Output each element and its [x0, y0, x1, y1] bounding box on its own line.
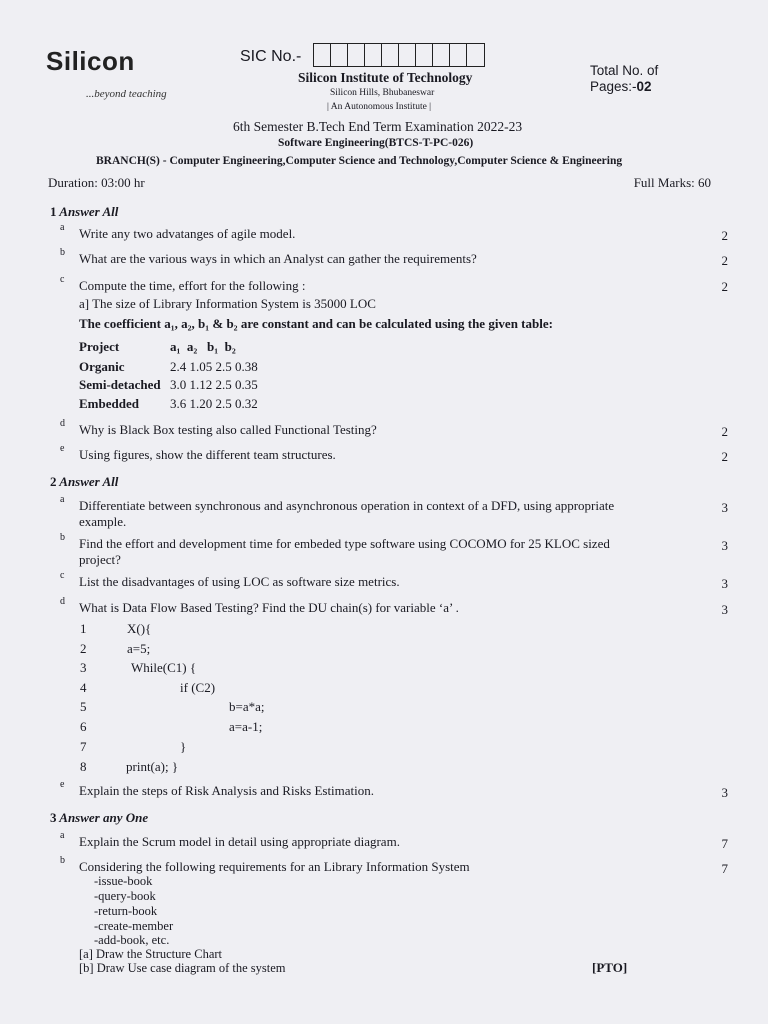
logo-tagline: ...beyond teaching	[86, 88, 167, 100]
question-label: a	[60, 494, 65, 505]
requirement-item: -return-book	[94, 904, 158, 918]
question-text: Explain the steps of Risk Analysis and Risks Estimation.	[79, 783, 375, 798]
total-pages-prefix: Pages:-	[590, 79, 637, 94]
section-number: 3	[50, 810, 57, 825]
question-text: What is Data Flow Based Testing? Find the DU chain(s) for variable ‘a’ .	[79, 600, 459, 615]
total-pages-value: 02	[636, 79, 652, 94]
question-text: List the disadvantages of using LOC as software size metrics.	[79, 574, 400, 589]
question-text: Compute the time, effort for the following :	[79, 278, 306, 293]
requirement-item: -query-book	[94, 889, 156, 903]
question-text: Explain the Scrum model in detail using appropriate diagram.	[79, 834, 400, 849]
code-line-number: 5	[80, 699, 87, 714]
table-header-project: Project	[79, 339, 120, 354]
question-label: c	[60, 570, 65, 581]
sic-number-label: SIC No.-	[240, 48, 302, 65]
section-2-heading	[50, 474, 118, 490]
sic-number-boxes	[313, 43, 485, 67]
sic-digit-box	[348, 44, 365, 66]
question-label: d	[60, 418, 65, 429]
institute-address: Silicon Hills, Bhubaneswar	[330, 88, 435, 98]
branch-list: BRANCH(S) - Computer Engineering,Computer Science and Technology,Computer Science & Engineering	[96, 155, 623, 167]
requirement-item: -issue-book	[94, 874, 153, 888]
question-marks: 3	[721, 576, 728, 591]
question-label: b	[60, 532, 65, 543]
code-line-text: a=5;	[127, 641, 151, 656]
question-text: Considering the following requirements for an Library Information System	[79, 859, 470, 874]
question-marks: 3	[721, 538, 728, 553]
code-line-number: 8	[80, 759, 87, 774]
question-text: Write any two advatanges of agile model.	[79, 226, 296, 241]
duration: Duration: 03:00 hr	[48, 175, 145, 190]
question-marks: 2	[721, 449, 728, 464]
question-text: What are the various ways in which an Analyst can gather the requirements?	[79, 251, 477, 266]
sic-digit-box	[450, 44, 467, 66]
code-line-number: 3	[80, 660, 87, 675]
question-label: b	[60, 247, 65, 258]
sic-digit-box	[399, 44, 416, 66]
table-row-values: 2.4 1.05 2.5 0.38	[170, 359, 258, 374]
code-line-number: 6	[80, 719, 87, 734]
code-line-text: a=a-1;	[229, 719, 263, 734]
total-pages-label: Total No. of	[590, 63, 659, 78]
section-3-heading	[50, 810, 148, 826]
sic-digit-box	[365, 44, 382, 66]
sic-digit-box	[416, 44, 433, 66]
question-text-line: project?	[79, 552, 121, 567]
question-label: d	[60, 596, 65, 607]
section-instruction: Answer All	[59, 204, 119, 219]
subject-title: Software Engineering(BTCS-T-PC-026)	[278, 137, 474, 149]
question-marks: 3	[721, 500, 728, 515]
question-text: Find the effort and development time for embeded type software using COCOMO for 25 KLOC sized	[79, 536, 610, 551]
requirement-item: -add-book, etc.	[94, 933, 170, 947]
code-line-text: b=a*a;	[229, 699, 265, 714]
code-line-text: if (C2)	[180, 680, 216, 695]
sic-digit-box	[331, 44, 348, 66]
requirement-item: -create-member	[94, 919, 174, 933]
code-line-number: 1	[80, 621, 87, 636]
sic-digit-box	[382, 44, 399, 66]
table-row-name: Organic	[79, 359, 125, 374]
code-line-number: 4	[80, 680, 87, 695]
question-text: Differentiate between synchronous and asynchronous operation in context of a DFD, using appropriate	[79, 498, 615, 513]
question-text-line: The coefficient a₁, a₂, b₁ & b₂ are constant and can be calculated using the given table:	[79, 316, 553, 331]
question-marks: 2	[721, 424, 728, 439]
exam-title: 6th Semester B.Tech End Term Examination 2022-23	[233, 119, 523, 134]
question-marks: 7	[721, 836, 728, 851]
code-line-text: While(C1) {	[131, 660, 197, 675]
sic-digit-box	[467, 44, 484, 66]
code-line-text: X(){	[127, 621, 152, 636]
code-line-text: print(a); }	[126, 759, 179, 774]
please-turn-over: [PTO]	[592, 960, 628, 975]
section-instruction: Answer All	[59, 474, 119, 489]
institute-name: Silicon Institute of Technology	[298, 70, 473, 85]
question-marks: 2	[721, 279, 728, 294]
question-marks: 7	[721, 861, 728, 876]
code-line-number: 7	[80, 739, 87, 754]
question-label: a	[60, 830, 65, 841]
question-label: e	[60, 779, 65, 790]
question-text-line: a] The size of Library Information System is 35000 LOC	[79, 296, 376, 311]
question-marks: 2	[721, 253, 728, 268]
question-text: Using figures, show the different team structures.	[79, 447, 336, 462]
institute-status: | An Autonomous Institute |	[327, 102, 432, 112]
section-1-heading	[50, 204, 118, 220]
table-row-values: 3.6 1.20 2.5 0.32	[170, 396, 258, 411]
question-marks: 3	[721, 785, 728, 800]
question-text: Why is Black Box testing also called Functional Testing?	[79, 422, 377, 437]
sic-digit-box	[314, 44, 331, 66]
question-label: b	[60, 855, 65, 866]
sub-part-b: [b] Draw Use case diagram of the system	[79, 961, 286, 975]
logo-wordmark: Silicon	[46, 46, 135, 76]
table-row-values: 3.0 1.12 2.5 0.35	[170, 377, 258, 392]
table-row-name: Semi-detached	[79, 377, 161, 392]
question-text-line: example.	[79, 514, 127, 529]
question-label: a	[60, 222, 65, 233]
question-label: e	[60, 443, 65, 454]
table-header-coefficients: a₁ a₂ b₁ b₂	[170, 339, 236, 354]
full-marks: Full Marks: 60	[633, 175, 711, 190]
sic-digit-box	[433, 44, 450, 66]
sub-part-a: [a] Draw the Structure Chart	[79, 947, 222, 961]
code-line-text: }	[180, 739, 187, 754]
table-row-name: Embedded	[79, 396, 139, 411]
question-label: c	[60, 274, 65, 285]
total-pages-line	[590, 79, 658, 95]
section-instruction: Answer any One	[59, 810, 149, 825]
section-number: 2	[50, 474, 57, 489]
code-line-number: 2	[80, 641, 87, 656]
question-marks: 2	[721, 228, 728, 243]
section-number: 1	[50, 204, 57, 219]
question-marks: 3	[721, 602, 728, 617]
total-pages	[590, 63, 658, 95]
